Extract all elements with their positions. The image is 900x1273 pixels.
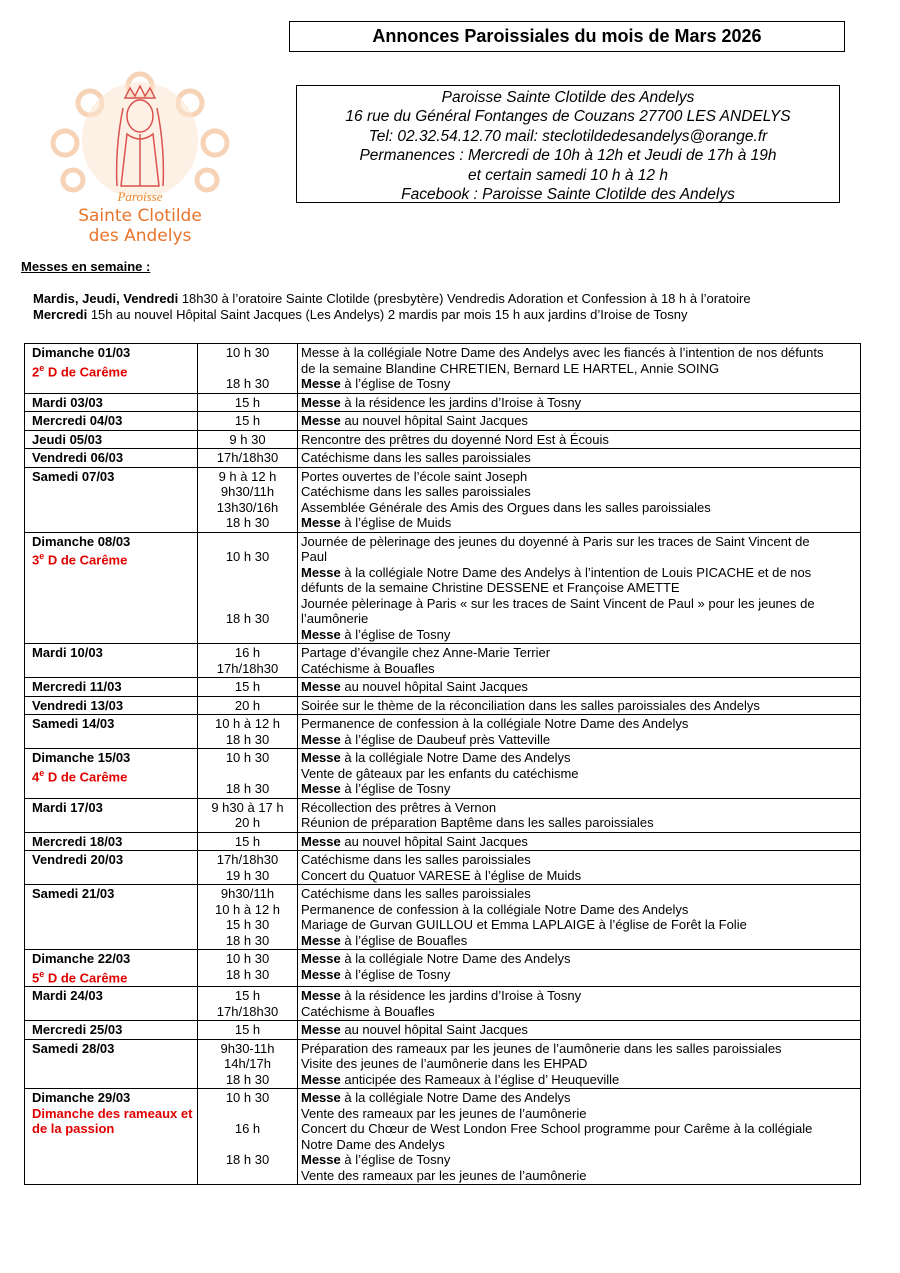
event-line: l’aumônerie (301, 611, 369, 626)
schedule-times (198, 412, 298, 431)
time-entry: 18 h 30 (225, 781, 270, 796)
schedule-day (25, 749, 198, 799)
schedule-events (298, 412, 861, 431)
info-line-1: Paroisse Sainte Clotilde des Andelys (441, 89, 695, 106)
day-label: Dimanche 08/03 (32, 533, 131, 549)
schedule-row (25, 696, 861, 715)
event-line: Vente des rameaux par les jeunes de l’aumônerie (301, 1167, 587, 1183)
liturgical-label: 2e D de Carême (32, 362, 128, 379)
schedule-day (25, 678, 198, 697)
schedule-row (25, 749, 861, 799)
logo-line3: des Andelys (88, 226, 192, 246)
schedule-day (25, 644, 198, 678)
event-line: Messe à la collégiale Notre Dame des Andelys (301, 1090, 571, 1106)
event-line: Messe à l’église de Bouafles (301, 932, 468, 948)
time-entry: 18 h 30 (225, 1152, 270, 1168)
event-line: de la semaine Blandine CHRETIEN, Bernard LE HARTEL, Annie SOING (301, 360, 720, 376)
schedule-day (25, 449, 198, 468)
event-line: Messe anticipée des Rameaux à l’église d’ Heuqueville (301, 1071, 620, 1087)
time-entry (198, 565, 297, 581)
event-line: Préparation des rameaux par les jeunes de l’aumônerie dans les salles paroissiales (301, 1040, 782, 1056)
schedule-row (25, 851, 861, 885)
time-entry: 18 h 30 (225, 376, 270, 391)
schedule-times (198, 644, 298, 678)
weekday-masses-heading: Messes en semaine : (21, 259, 151, 274)
schedule-times (198, 430, 298, 449)
day-label: Mardi 17/03 (32, 799, 103, 815)
time-entry: 9 h30 à 17 h (211, 799, 284, 815)
event-line: Journée de pèlerinage des jeunes du doyenné à Paris sur les traces de Saint Vincent de (301, 533, 810, 549)
weekday-line-1: Mardis, Jeudi, Vendredi 18h30 à l’oratoire Sainte Clotilde (presbytère) Vendredis Adoration et Confession à 18 h à l’oratoire (33, 291, 751, 306)
time-entry (198, 596, 297, 612)
liturgical-label: 3e D de Carême (32, 551, 128, 568)
schedule-row (25, 885, 861, 950)
schedule-times (198, 749, 298, 799)
logo-line2: Sainte Clotilde (78, 206, 202, 226)
event-line: Vente des rameaux par les jeunes de l’aumônerie (301, 1105, 587, 1121)
time-entry (198, 361, 297, 377)
schedule-times (198, 1089, 298, 1185)
schedule-day (25, 430, 198, 449)
event-line: Vente de gâteaux par les enfants du catéchisme (301, 765, 579, 781)
day-label: Mardi 24/03 (32, 988, 103, 1004)
day-label: Dimanche 01/03 (32, 345, 131, 360)
day-label: Dimanche 22/03 (32, 951, 131, 966)
schedule-events (298, 749, 861, 799)
time-entry (198, 627, 297, 643)
schedule-row (25, 678, 861, 697)
schedule-row (25, 532, 861, 644)
day-label: Mardi 03/03 (32, 394, 103, 410)
time-entry: 18 h 30 (225, 515, 270, 530)
day-label: Dimanche 15/03 (32, 750, 131, 765)
schedule-row (25, 467, 861, 532)
schedule-times (198, 950, 298, 987)
event-line: Permanence de confession à la collégiale Notre Dame des Andelys (301, 716, 689, 731)
time-entry: 20 h (234, 815, 261, 830)
day-label: Samedi 21/03 (32, 886, 115, 901)
schedule-times (198, 467, 298, 532)
schedule-day (25, 344, 198, 394)
time-entry: 15 h (234, 833, 261, 849)
schedule-events (298, 1039, 861, 1089)
event-line: Catéchisme à Bouafles (301, 1003, 435, 1019)
schedule-events (298, 950, 861, 987)
info-line-4: Permanences : Mercredi de 10h à 12h et Jeudi de 17h à 19h (359, 147, 777, 165)
schedule-day (25, 987, 198, 1021)
page-title: Annonces Paroissiales du mois de Mars 2026 (289, 21, 845, 52)
time-entry: 10 h à 12 h (214, 901, 281, 917)
day-label: Dimanche 29/03 (32, 1090, 131, 1106)
event-line: Journée pèlerinage à Paris « sur les traces de Saint Vincent de Paul » pour les jeunes de (301, 595, 815, 611)
schedule-row (25, 412, 861, 431)
event-line: Permanence de confession à la collégiale Notre Dame des Andelys (301, 901, 689, 917)
event-line: Récollection des prêtres à Vernon (301, 799, 497, 815)
schedule-times (198, 678, 298, 697)
logo-line1: Paroisse (117, 189, 163, 204)
event-line: Notre Dame des Andelys (301, 1136, 445, 1152)
schedule-row (25, 344, 861, 394)
schedule-row (25, 449, 861, 468)
time-entry: 14h/17h (224, 1056, 271, 1072)
schedule-events (298, 344, 861, 394)
day-label: Vendredi 13/03 (32, 697, 124, 713)
schedule-row (25, 950, 861, 987)
schedule-times (198, 344, 298, 394)
time-entry: 18 h 30 (225, 731, 270, 747)
time-entry: 9h30/11h (220, 886, 275, 901)
schedule-events (298, 987, 861, 1021)
schedule-day (25, 798, 198, 832)
info-line-5: et certain samedi 10 h à 12 h (468, 166, 668, 184)
day-label: Samedi 07/03 (32, 468, 115, 484)
event-line: Soirée sur le thème de la réconciliation dans les salles paroissiales des Andelys (301, 697, 760, 713)
time-entry (198, 1137, 297, 1153)
day-label: Mercredi 11/03 (32, 679, 122, 694)
schedule-day (25, 885, 198, 950)
event-line: Assemblée Générale des Amis des Orgues dans les salles paroissiales (301, 499, 711, 515)
event-line: Messe à l’église de Tosny (301, 376, 451, 391)
parish-contact-box (296, 85, 840, 203)
event-line: Mariage de Gurvan GUILLOU et Emma LAPLAIGE à l’église de Forêt la Folie (301, 917, 747, 932)
event-line: Partage d’évangile chez Anne-Marie Terrier (301, 645, 551, 660)
schedule-row (25, 393, 861, 412)
info-line-6: Facebook : Paroisse Sainte Clotilde des Andelys (401, 186, 735, 204)
schedule-times (198, 885, 298, 950)
time-entry: 13h30/16h (216, 499, 279, 515)
weekday-line-2: Mercredi 15h au nouvel Hôpital Saint Jacques (Les Andelys) 2 mardis par mois 15 h aux jardins d’Iroise de Tosny (33, 307, 688, 322)
schedule-events (298, 449, 861, 468)
schedule-day (25, 1039, 198, 1089)
schedule-row (25, 832, 861, 851)
time-entry: 20 h (234, 697, 261, 713)
schedule-day (25, 393, 198, 412)
time-entry: 18 h 30 (225, 966, 270, 982)
day-label: Vendredi 06/03 (32, 450, 124, 465)
schedule-events (298, 532, 861, 644)
day-label: Mardi 10/03 (32, 645, 103, 660)
schedule-events (298, 467, 861, 532)
time-entry: 10 h à 12 h (214, 716, 281, 731)
schedule-times (198, 449, 298, 468)
schedule-times (198, 851, 298, 885)
time-entry: 16 h (234, 645, 261, 660)
event-line: Portes ouvertes de l’école saint Joseph (301, 468, 528, 484)
time-entry: 17h/18h30 (216, 450, 279, 465)
time-entry: 10 h 30 (225, 750, 270, 765)
event-line: Messe au nouvel hôpital Saint Jacques (301, 679, 528, 694)
schedule-row (25, 1089, 861, 1185)
schedule-row (25, 644, 861, 678)
event-line: Paul (301, 549, 328, 564)
event-line: Catéchisme dans les salles paroissiales (301, 852, 531, 867)
event-line: Messe à la collégiale Notre Dame des Andelys à l’intention de Louis PICACHE et de nos (301, 564, 812, 580)
time-entry: 10 h 30 (225, 1090, 270, 1106)
schedule-times (198, 532, 298, 644)
event-line: Catéchisme dans les salles paroissiales (301, 484, 531, 499)
schedule-times (198, 696, 298, 715)
schedule-events (298, 885, 861, 950)
event-line: Messe à la collégiale Notre Dame des Andelys avec les fiancés à l’intention de nos défunts (301, 345, 824, 360)
event-line: Messe à la collégiale Notre Dame des Andelys (301, 951, 571, 966)
weekday-masses-text (33, 291, 751, 323)
event-line: Concert du Chœur de West London Free School programme pour Carême à la collégiale (301, 1121, 813, 1137)
liturgical-label: 4e D de Carême (32, 767, 128, 784)
schedule-day (25, 832, 198, 851)
schedule-events (298, 798, 861, 832)
schedule-day (25, 715, 198, 749)
event-line: Messe à l’église de Daubeuf près Vatteville (301, 731, 551, 747)
info-line-3: Tel: 02.32.54.12.70 mail: steclotildedesandelys@orange.fr (368, 127, 768, 145)
time-entry: 9 h à 12 h (218, 468, 277, 484)
event-line: Concert du Quatuor VARESE à l’église de Muids (301, 867, 582, 883)
time-entry: 16 h (234, 1121, 261, 1137)
parish-logo (45, 68, 235, 250)
day-label: Samedi 14/03 (32, 716, 115, 731)
schedule-row (25, 715, 861, 749)
event-line: Messe à l’église de Tosny (301, 966, 451, 982)
event-line: Catéchisme dans les salles paroissiales (301, 450, 531, 465)
event-line: défunts de la semaine Christine DESSENE et Françoise AMETTE (301, 580, 680, 595)
time-entry: 10 h 30 (225, 951, 270, 966)
schedule-times (198, 987, 298, 1021)
schedule-day (25, 532, 198, 644)
time-entry (198, 534, 297, 550)
schedule-events (298, 1089, 861, 1185)
time-entry: 15 h 30 (225, 917, 270, 932)
schedule-times (198, 798, 298, 832)
schedule-day (25, 696, 198, 715)
event-line: Messe à la résidence les jardins d’Iroise à Tosny (301, 988, 582, 1004)
schedule-day (25, 412, 198, 431)
event-line: Messe à l’église de Tosny (301, 1152, 451, 1168)
schedule-day (25, 1021, 198, 1040)
event-line: Messe au nouvel hôpital Saint Jacques (301, 1022, 528, 1038)
time-entry: 17h/18h30 (216, 852, 279, 867)
event-line: Rencontre des prêtres du doyenné Nord Est à Écouis (301, 431, 609, 447)
day-label: Jeudi 05/03 (32, 431, 103, 447)
schedule-events (298, 696, 861, 715)
time-entry: 15 h (234, 413, 261, 428)
schedule-row (25, 1021, 861, 1040)
schedule-events (298, 393, 861, 412)
schedule-times (198, 832, 298, 851)
schedule-events (298, 851, 861, 885)
time-entry (198, 1168, 297, 1184)
schedule-row (25, 430, 861, 449)
schedule-row (25, 987, 861, 1021)
time-entry: 9h30/11h (220, 484, 275, 499)
schedule-events (298, 1021, 861, 1040)
time-entry: 19 h 30 (225, 867, 270, 883)
event-line: Messe à la collégiale Notre Dame des Andelys (301, 750, 571, 765)
event-line: Visite des jeunes de l’aumônerie dans les EHPAD (301, 1056, 588, 1072)
schedule-events (298, 678, 861, 697)
schedule-events (298, 430, 861, 449)
schedule-row (25, 1039, 861, 1089)
event-line: Messe à l’église de Muids (301, 515, 452, 530)
schedule-events (298, 644, 861, 678)
schedule-day (25, 467, 198, 532)
time-entry: 17h/18h30 (216, 660, 279, 676)
time-entry: 18 h 30 (225, 1071, 270, 1087)
day-label: Mercredi 25/03 (32, 1022, 123, 1038)
event-line: Messe au nouvel hôpital Saint Jacques (301, 833, 528, 849)
schedule-times (198, 393, 298, 412)
time-entry: 9h30-11h (220, 1040, 275, 1056)
time-entry: 9 h 30 (229, 431, 266, 447)
event-line: Messe au nouvel hôpital Saint Jacques (301, 413, 528, 428)
day-label: Mercredi 18/03 (32, 833, 123, 849)
event-line: Messe à l’église de Tosny (301, 781, 451, 796)
time-entry (198, 580, 297, 596)
schedule-table (24, 343, 861, 1185)
day-label: Samedi 28/03 (32, 1040, 115, 1056)
time-entry: 15 h (234, 679, 261, 694)
time-entry (198, 1106, 297, 1122)
time-entry: 15 h (234, 394, 261, 410)
event-line: Réunion de préparation Baptême dans les salles paroissiales (301, 815, 654, 830)
event-line: Catéchisme dans les salles paroissiales (301, 886, 531, 901)
day-label: Mercredi 04/03 (32, 413, 123, 428)
time-entry: 10 h 30 (225, 549, 270, 564)
schedule-times (198, 715, 298, 749)
schedule-events (298, 832, 861, 851)
time-entry: 10 h 30 (225, 345, 270, 360)
time-entry (198, 766, 297, 782)
liturgical-label: 5e D de Carême (32, 968, 128, 985)
time-entry: 18 h 30 (225, 932, 270, 948)
event-line: Messe à la résidence les jardins d’Iroise à Tosny (301, 394, 582, 410)
schedule-times (198, 1021, 298, 1040)
time-entry: 15 h (234, 988, 261, 1004)
time-entry: 17h/18h30 (216, 1003, 279, 1019)
schedule-day (25, 1089, 198, 1185)
day-label: Vendredi 20/03 (32, 852, 124, 867)
time-entry: 18 h 30 (225, 611, 270, 626)
liturgical-label: Dimanche des rameaux et de la passion (32, 1105, 193, 1137)
event-line: Messe à l’église de Tosny (301, 626, 451, 642)
schedule-times (198, 1039, 298, 1089)
schedule-day (25, 950, 198, 987)
info-line-2: 16 rue du Général Fontanges de Couzans 27700 LES ANDELYS (345, 108, 791, 126)
schedule-events (298, 715, 861, 749)
time-entry: 15 h (234, 1022, 261, 1038)
schedule-row (25, 798, 861, 832)
event-line: Catéchisme à Bouafles (301, 660, 435, 676)
schedule-day (25, 851, 198, 885)
